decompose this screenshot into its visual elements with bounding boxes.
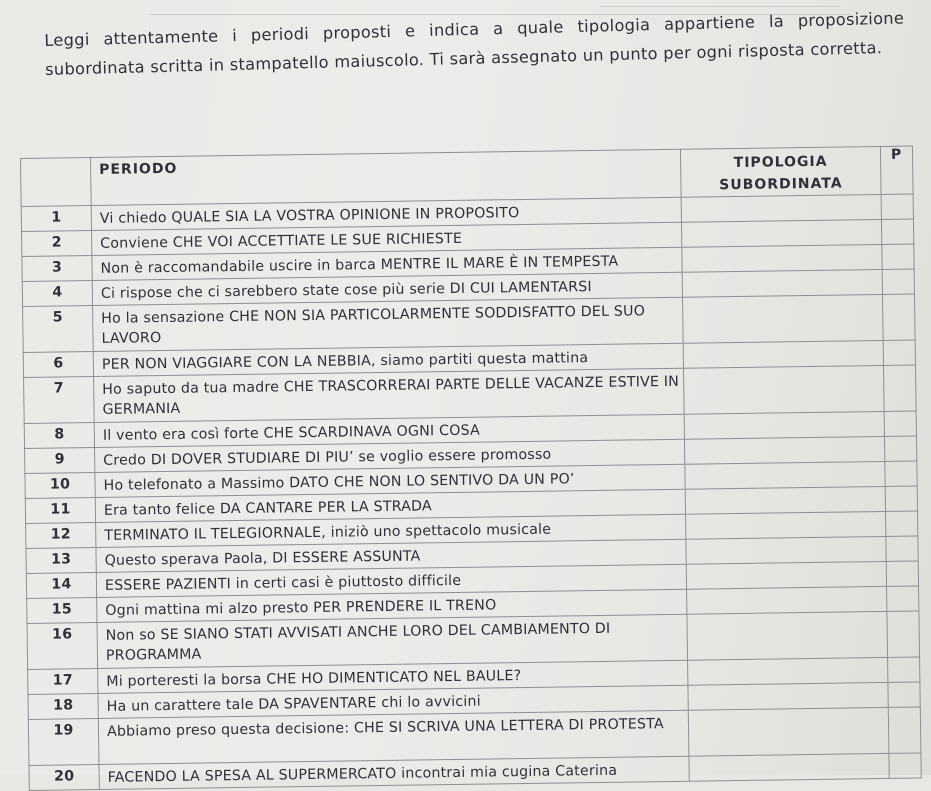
row-periodo-text: Credo DI DOVER STUDIARE DI PIU’ se voglio essere promosso [95,439,685,472]
row-tipologia-cell[interactable] [683,340,883,368]
row-periodo-text: Era tanto felice DA CANTARE PER LA STRADA [95,489,685,522]
row-punti-cell[interactable] [883,365,916,411]
row-periodo-text: Vi chiedo QUALE SIA LA VOSTRA OPINIONE IN PROPOSITO [91,197,681,230]
row-number: 4 [22,281,92,307]
row-number: 16 [27,622,98,669]
row-tipologia-cell[interactable] [684,411,884,439]
row-punti-cell[interactable] [882,244,914,269]
row-punti-cell[interactable] [885,486,917,511]
header-tipologia [680,146,881,197]
row-number: 2 [22,231,92,257]
row-tipologia-cell[interactable] [686,536,886,564]
row-punti-cell[interactable] [884,436,916,461]
row-periodo-text: Ogni mattina mi alzo presto PER PRENDERE IL TRENO [97,589,687,622]
row-tipologia-cell[interactable] [687,586,887,614]
row-number: 1 [21,206,91,232]
row-punti-cell[interactable] [881,194,913,219]
row-periodo-text: Non so SE SIANO STATI AVVISATI ANCHE LORO DEL CAMBIAMENTO DI PROGRAMMA [97,614,688,668]
row-number: 18 [28,693,98,719]
header-tipologia-line1: TIPOLOGIA [733,153,828,172]
row-periodo-text: TERMINATO IL TELEGIORNALE, iniziò uno spettacolo musicale [96,514,686,547]
row-number: 15 [27,597,97,623]
row-punti-cell[interactable] [888,707,921,753]
row-periodo-text: Ho telefonato a Massimo DATO CHE NON LO SENTIVO DA UN PO’ [95,464,685,497]
row-number: 8 [24,422,94,448]
row-number: 19 [28,718,99,765]
row-periodo-text: Conviene CHE VOI ACCETTIATE LE SUE RICHIESTE [92,222,682,255]
row-number: 12 [26,522,96,548]
row-tipologia-cell[interactable] [684,436,884,464]
row-periodo-text: FACENDO LA SPESA AL SUPERMERCATO incontrai mia cugina Caterina [99,756,689,789]
row-tipologia-cell[interactable] [684,365,885,414]
row-tipologia-cell[interactable] [681,194,881,222]
row-tipologia-cell[interactable] [683,294,884,343]
row-number: 9 [25,447,95,473]
row-number: 7 [24,376,95,423]
instructions-text: Leggi attentamente i periodi proposti e indica a quale tipologia appartiene la proposizione subordinata scritta in stampatello maiuscolo. Ti sarà assegnato un punto per ogni risposta corretta. [44,8,905,79]
row-punti-cell[interactable] [886,511,918,536]
header-punti: P [880,146,913,194]
row-tipologia-cell[interactable] [688,682,888,710]
row-number: 14 [26,572,96,598]
exercise-table-container [20,146,922,791]
row-periodo-text: Ho saputo da tua madre CHE TRASCORRERAI PARTE DELLE VACANZE ESTIVE IN GERMANIA [94,368,685,422]
row-tipologia-cell[interactable] [685,486,885,514]
header-number [21,158,92,207]
row-punti-cell[interactable] [884,411,916,436]
row-number: 5 [23,306,94,353]
row-tipologia-cell[interactable] [685,461,885,489]
exercise-table [20,146,922,791]
row-number: 17 [28,668,98,694]
row-punti-cell[interactable] [886,536,918,561]
row-punti-cell[interactable] [888,682,920,707]
row-periodo-text: Questo sperava Paola, DI ESSERE ASSUNTA [96,539,686,572]
row-punti-cell[interactable] [887,611,920,657]
row-periodo-text: Ho la sensazione CHE NON SIA PARTICOLARMENTE SODDISFATTO DEL SUO LAVORO [93,297,684,351]
row-punti-cell[interactable] [882,269,914,294]
header-tipologia-line2: SUBORDINATA [719,175,843,194]
row-tipologia-cell[interactable] [687,611,888,660]
row-punti-cell[interactable] [886,561,918,586]
row-number: 10 [25,472,95,498]
row-number: 20 [29,764,99,790]
row-periodo-text: Non è raccomandabile uscire in barca MENTRE IL MARE È IN TEMPESTA [92,247,682,280]
row-tipologia-cell[interactable] [682,269,882,297]
row-tipologia-cell[interactable] [686,511,886,539]
row-number: 13 [26,547,96,573]
row-punti-cell[interactable] [888,657,920,682]
row-periodo-text: Abbiamo preso questa decisione: CHE SI SCRIVA UNA LETTERA DI PROTESTA [98,710,689,764]
row-number: 11 [25,497,95,523]
table-body [21,194,921,790]
row-tipologia-cell[interactable] [688,707,889,756]
row-periodo-text: ESSERE PAZIENTI in certi casi è piuttosto difficile [96,564,686,597]
row-periodo-text: Ha un carattere tale DA SPAVENTARE chi lo avvicini [98,685,688,718]
row-periodo-text: Il vento era così forte CHE SCARDINAVA OGNI COSA [94,414,684,447]
row-punti-cell[interactable] [883,340,915,365]
row-tipologia-cell[interactable] [681,219,881,247]
row-punti-cell[interactable] [882,294,915,340]
row-tipologia-cell[interactable] [689,753,889,781]
row-number: 3 [22,256,92,282]
row-tipologia-cell[interactable] [682,244,882,272]
row-periodo-text: PER NON VIAGGIARE CON LA NEBBIA, siamo partiti questa mattina [93,343,683,376]
row-number: 6 [23,351,93,377]
row-punti-cell[interactable] [881,219,913,244]
row-tipologia-cell[interactable] [686,561,886,589]
row-periodo-text: Mi porteresti la borsa CHE HO DIMENTICATO NEL BAULE? [98,660,688,693]
row-punti-cell[interactable] [885,461,917,486]
row-punti-cell[interactable] [887,586,919,611]
row-tipologia-cell[interactable] [688,657,888,685]
row-periodo-text: Ci rispose che ci sarebbero state cose più serie DI CUI LAMENTARSI [92,272,682,305]
header-periodo: PERIODO [91,149,682,205]
